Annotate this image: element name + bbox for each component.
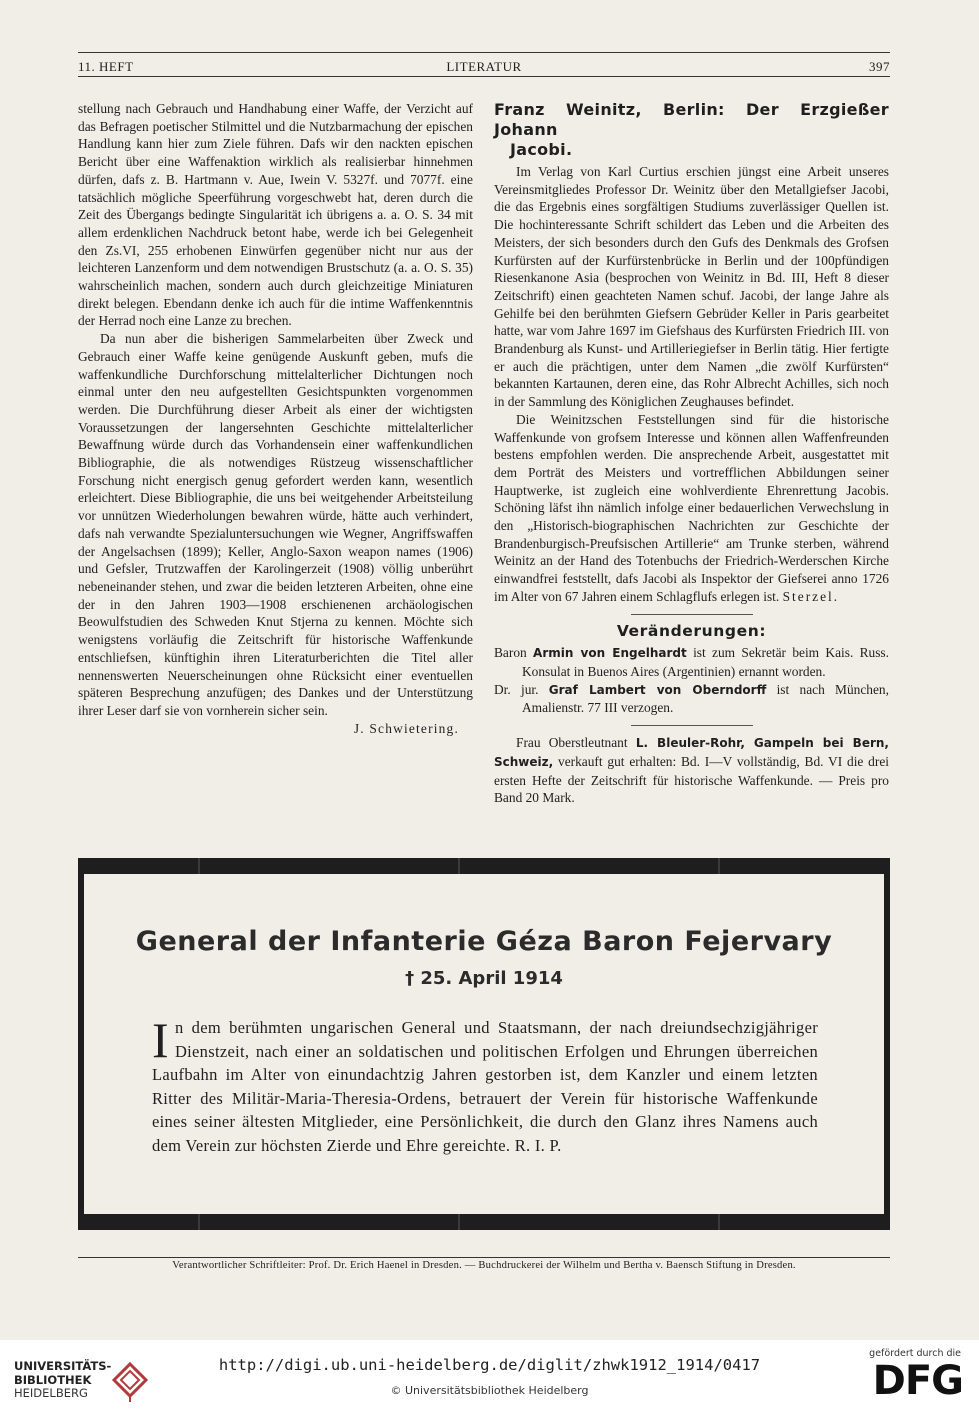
dfg-logo[interactable]: DFG: [872, 1358, 963, 1404]
issue-number: 11. HEFT: [78, 59, 134, 74]
notice-divider: [631, 725, 753, 726]
change-entry-1: [494, 644, 889, 680]
memorial-box: [78, 858, 890, 1230]
copyright-notice: © Universitätsbibliothek Heidelberg: [390, 1384, 589, 1397]
notice-prefix: Frau Oberstleutnant: [516, 735, 628, 751]
change-2-name: Graf Lambert von Oberndorff: [548, 682, 767, 697]
change-2-text: ist nach München, Amalienstr. 77 III verzogen.: [522, 681, 889, 716]
left-paragraph-2: Da nun aber die bisherigen Sammelarbeiten über Zweck und Gebrauch einer Waffe keine genügende Auskunft geben, mufs die waffenkundliche Durchforschung mittelalterlicher Dichtungen noch einmal unter den neu aufgestellten Gesichtspunkten vorgenommen werden. Die Durchführung dieser Arbeit als einer der wichtigsten Voraussetzungen der langersehnten Geschichte mittelalterlicher Bewaffnung würde durch das Vorhandensein einer waffenkundlichen Bibliographie, die als notwendiges Rüstzeug wissenschaftlicher Forschung nicht energisch genug gefordert werden kann, wesentlich erleichtert. Diese Bibliographie, die uns bei weitgehender Arbeitsteilung vor unnützen Wiederholungen bewahren würde, hätte auch verhindert, dafs nah verwandte Spezialuntersuchungen wie Wegner, Angriffswaffen der Angelsachsen (1899); Keller, Anglo-Saxon weapon names (1906) und Gefsler, Trutzwaffen der Karolingerzeit (1908) völlig unberührt nebeneinander stehen, und zwar die beiden letzteren Arbeiten, ohne eine der in den Jahren 1903—1908 erschienenen archäologischen Beowulfstudien des Schweden Knut Stjerna zu kennen. Möchte sich wenigstens vorläufig die Zeitschrift für historische Waffenkunde entschliefsen, künftighin ihren Literaturberichten die Titel aller nennenswerten Neuerscheinungen ohne Rücksicht einer eventuellen späteren Besprechung anzufügen; des Dankes und der Unterstützung ihrer Leser darf sie von vornherein sicher sein.: [78, 331, 473, 718]
left-column: [78, 100, 473, 737]
right-column: [494, 100, 889, 807]
ub-logo-line-2: BIBLIOTHEK: [14, 1372, 92, 1387]
memorial-bottom-border: [78, 1214, 890, 1230]
memorial-text: [152, 1012, 818, 1158]
permalink-url[interactable]: http://digi.ub.uni-heidelberg.de/diglit/zhwk1912_1914/0417: [218, 1356, 761, 1374]
reviewer-signature: Sterzel.: [782, 588, 840, 604]
ub-logo-line-3: HEIDELBERG: [14, 1386, 88, 1400]
review-paragraph-1: Im Verlag von Karl Curtius erschien jüngst eine Arbeit unseres Vereinsmitgliedes Professor Dr. Weinitz über den Metallgiefser Jacobi, die das Ergebnis eines sorgfältigen Studiums zuverlässiger Quellen ist. Die hochinteressante Schrift schildert das Leben und die Arbeiten des Meisters, der sich besonders durch den Gufs des Denkmals des Grofsen Kurfürsten auf der Kurfürstenbrücke in Berlin und der 100pfündigen Riesenkanone Asia (besprochen von Weinitz in Bd. III, Heft 8 dieser Zeitschrift) einen geachteten Namen schuf. Jacobi, der lange Jahre als Gehilfe bei den berühmten Giefsern Gebrüder Keller in Paris gearbeitet hatte, war vom Jahre 1697 im Giefshaus des Kurfürsten Friedrich III. von Brandenburg als Kunst- und Artilleriegiefser in Berlin tätig. Hier fertigte er auch die prächtigen, unter dem Namen „die zwölf Kurfürsten“ bekannten Kartaunen, deren eine, das Rohr Albrecht Achilles, sich noch in der Sammlung des Königlichen Zeughauses befindet.: [494, 164, 889, 410]
notice-text: verkauft gut erhalten: Bd. I—V vollständig, Bd. VI die drei ersten Hefte der Zeitschrift für historische Waffenkunde. — Preis pro Band 20 Mark.: [494, 753, 889, 806]
imprint-footer: Verantwortlicher Schriftleiter: Prof. Dr. Erich Haenel in Dresden. — Buchdruckerei der Wilhelm und Bertha v. Baensch Stiftung in Dresden.: [172, 1260, 796, 1271]
changes-heading: Veränderungen:: [616, 621, 767, 640]
footer-rule: [78, 1257, 890, 1258]
change-1-name: Armin von Engelhardt: [533, 646, 687, 661]
section-title: LITERATUR: [446, 59, 522, 74]
drop-cap: I: [152, 1012, 169, 1068]
digital-library-bar: [0, 1340, 979, 1411]
left-paragraph-1: stellung nach Gebrauch und Handhabung einer Waffe, der Verzicht auf das Befragen poetischer Stilmittel und die Nutzbarmachung der epischen Handlung kann hier zum Ziele führen. Dafs wir den nackten epischen Bericht über eine Waffenaktion wirklich als realisierbar hinnehmen dürfen, dafs z. B. Hartmann v. Aue, Iwein V. 5327f. und 7077f. eine tatsächlich mögliche Speerführung vorgeschwebt hat, deren durch die Zeit des Übergangs bedingte Singularität ich übrigens a. a. O. S. 34 mit allem erdenklichen Nachdruck betont habe, werde ich bei Gelegenheit den Zs.VI, 255 erhobenen Einwürfen gegenüber nicht nur aus der leichteren Lanzenform und dem notwendigen Brustschutz (a. a. O. S. 35) wahrscheinlich machen, sondern auch durch gleichzeitige Miniaturen direkt belegen. Ebendann denke ich auch für die intime Waffenkenntnis der Herrad noch eine Lanze zu brechen.: [78, 101, 473, 329]
review-paragraph-2-text: Die Weinitzschen Feststellungen sind für die historische Waffenkunde von grofsem Interesse und können allen Waffenfreunden bestens empfohlen werden. Die ansprechende Arbeit, ausgestattet mit dem Porträt des Meisters und vortrefflichen Abbildungen seiner Hauptwerke, ist zugleich eine wohlverdiente Ehrenrettung Jacobis. Schöning läfst ihn nämlich infolge einer bedauerlichen Verwechslung in den „Historisch-biographischen Nachrichten zur Geschichte der Brandenburgisch-Preufsischen Artillerie“ am Trunke sterben, während Weinitz an der Hand des Totenbuchs der Friedrich-Werderschen Kirche einwandfrei feststellt, dafs Jacobi als Inspektor der Giefserei anno 1726 im Alter von 67 Jahren einem Schlagflufs erlegen ist.: [494, 411, 889, 604]
change-2-prefix: Dr. jur.: [494, 681, 539, 697]
change-entry-2: [494, 681, 889, 717]
memorial-body: n dem berühmten ungarischen General und Staatsmann, der nach dreiundsechzigjähriger Dienstzeit, nach einer an soldatischen und politischen Erfolgen und Ehrungen überreichen Laufbahn im Alter von einundachtzig Jahren gestorben ist, dem Kanzler und einem letzten Ritter des Militär-Maria-Theresia-Ordens, betrauert der Verein für historische Waffenkunde eines seiner ältesten Mitglieder, eine Persönlichkeit, die durch den Glanz ihres Namens auch dem Verein zur höchsten Zierde und Ehre gereichte. R. I. P.: [152, 1018, 818, 1155]
running-header: [78, 52, 890, 74]
article-title: [494, 100, 889, 160]
memorial-date: † 25. April 1914: [405, 968, 563, 989]
memorial-top-border: [78, 858, 890, 874]
header-rule: [78, 76, 890, 77]
section-divider: [631, 614, 753, 615]
article-title-line-1: Franz Weinitz, Berlin: Der Erzgießer Johann: [494, 100, 889, 139]
article-title-line-2: Jacobi.: [510, 140, 573, 159]
change-1-prefix: Baron: [494, 645, 527, 661]
sale-notice: [494, 734, 889, 807]
author-signature: J. Schwietering.: [353, 720, 459, 736]
page-number: 397: [869, 59, 890, 74]
review-paragraph-2: [494, 411, 889, 606]
memorial-left-border: [78, 874, 84, 1214]
ub-logo-line-1: UNIVERSITÄTS-: [14, 1359, 112, 1373]
change-1-text: ist zum Sekretär beim Kais. Russ. Konsulat in Buenos Aires (Argentinien) ernannt worden.: [522, 645, 889, 679]
memorial-title: General der Infanterie Géza Baron Fejervary: [135, 926, 833, 957]
memorial-right-border: [884, 874, 890, 1214]
dfg-caption: gefördert durch die: [869, 1348, 961, 1359]
notice-name: L. Bleuler-Rohr, Gampeln bei Bern, Schweiz,: [494, 736, 889, 769]
